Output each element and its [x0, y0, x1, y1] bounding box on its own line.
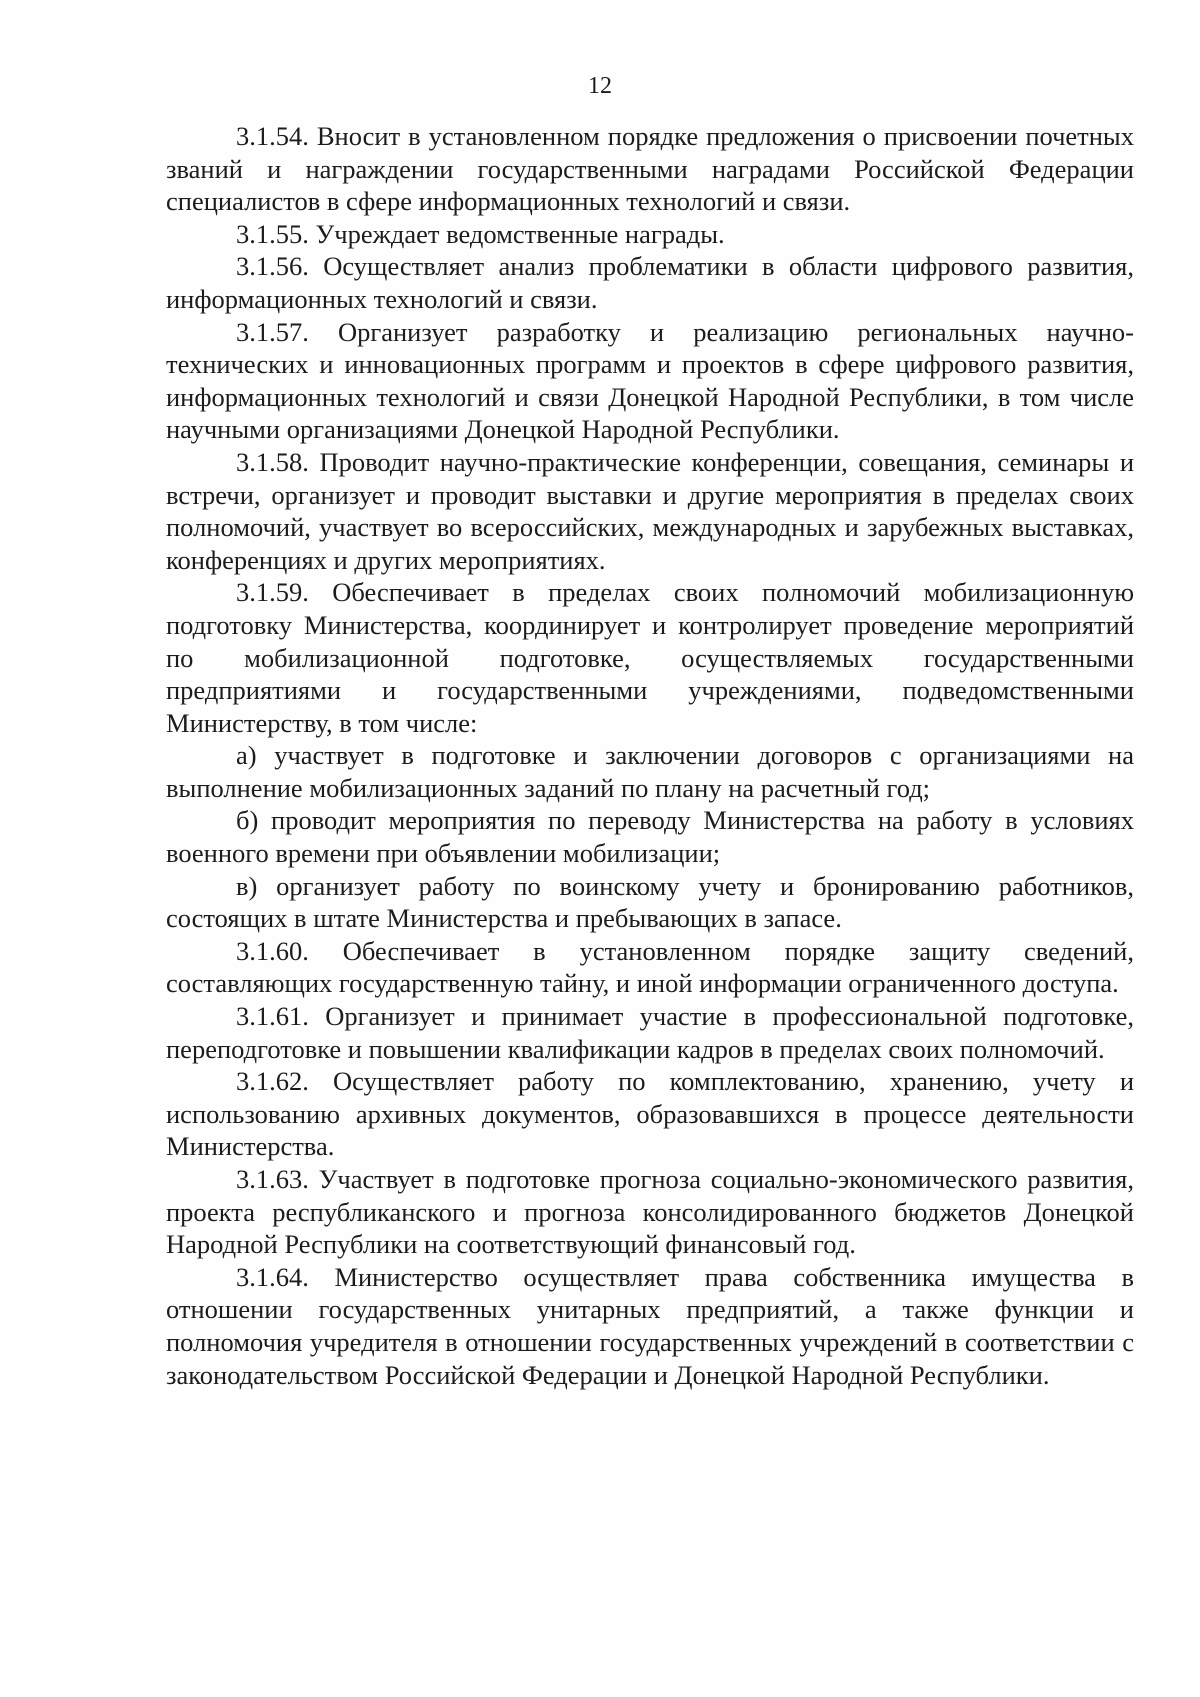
paragraph-3-1-54: 3.1.54. Вносит в установленном порядке предложения о присвоении почетных званий и награждении государственными наградами Российской Федерации специалистов в сфере информационных технологий и связи. [166, 121, 1134, 217]
paragraph-3-1-56: 3.1.56. Осуществляет анализ проблематики в области цифрового развития, информационных технологий и связи. [166, 251, 1134, 314]
paragraph-3-1-58: 3.1.58. Проводит научно-практические конференции, совещания, семинары и встречи, организует и проводит выставки и другие мероприятия в пределах своих полномочий, участвует во всероссийских, международных и зарубежных выставках, конференциях и других мероприятиях. [166, 446, 1134, 575]
paragraph-3-1-59: 3.1.59. Обеспечивает в пределах своих полномочий мобилизационную подготовку Министерства, координирует и контролирует проведение мероприятий по мобилизационной подготовке, осуществляемых государственными предприятиями и государственными учреждениями, подведомственными Министерству, в том числе: [166, 577, 1134, 738]
subitem-a: а) участвует в подготовке и заключении договоров с организациями на выполнение мобилизационных заданий по плану на расчетный год; [166, 740, 1134, 803]
document-body [166, 120, 1134, 1391]
paragraph-3-1-62: 3.1.62. Осуществляет работу по комплектованию, хранению, учету и использованию архивных документов, образовавшихся в процессе деятельности Министерства. [166, 1066, 1134, 1162]
subitem-b: б) проводит мероприятия по переводу Министерства на работу в условиях военного времени при объявлении мобилизации; [166, 805, 1134, 869]
paragraph-3-1-64: 3.1.64. Министерство осуществляет права собственника имущества в отношении государственных унитарных предприятий, а также функции и полномочия учредителя в отношении государственных учреждений в соответствии с законодательством Российской Федерации и Донецкой Народной Республики. [166, 1261, 1134, 1390]
page-number: 12 [588, 73, 612, 99]
paragraph-3-1-61: 3.1.61. Организует и принимает участие в профессиональной подготовке, переподготовке и повышении квалификации кадров в пределах своих полномочий. [166, 1001, 1134, 1064]
paragraph-3-1-57: 3.1.57. Организует разработку и реализацию региональных научно-технических и инновационных программ и проектов в сфере цифрового развития, информационных технологий и связи Донецкой Народной Республики, в том числе научными организациями Донецкой Народной Республики. [166, 316, 1134, 445]
paragraph-3-1-55: 3.1.55. Учреждает ведомственные награды. [236, 218, 725, 249]
paragraph-3-1-60: 3.1.60. Обеспечивает в установленном порядке защиту сведений, составляющих государственную тайну, и иной информации ограниченного доступа. [166, 935, 1134, 999]
paragraph-3-1-63: 3.1.63. Участвует в подготовке прогноза социально-экономического развития, проекта республиканского и прогноза консолидированного бюджетов Донецкой Народной Республики на соответствующий финансовый год. [166, 1164, 1134, 1260]
subitem-v: в) организует работу по воинскому учету и бронированию работников, состоящих в штате Министерства и пребывающих в запасе. [166, 870, 1134, 934]
